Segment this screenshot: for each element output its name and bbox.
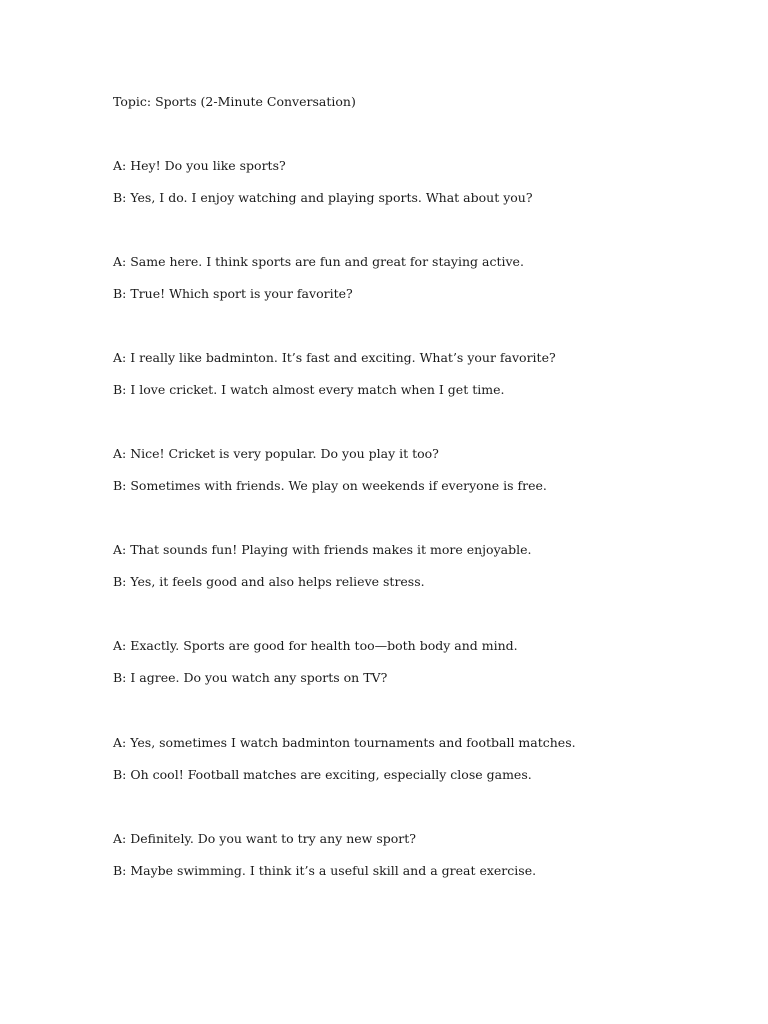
dialogue-line-a: A: Same here. I think sports are fun and great for staying active. [113, 254, 524, 269]
dialogue-line-b: B: Oh cool! Football matches are exciting, especially close games. [113, 767, 532, 782]
dialogue-line-a: A: Yes, sometimes I watch badminton tournaments and football matches. [113, 735, 576, 750]
dialogue-line-b: B: I love cricket. I watch almost every match when I get time. [113, 382, 505, 397]
dialogue-line-b: B: True! Which sport is your favorite? [113, 286, 353, 301]
dialogue-line-a: A: Nice! Cricket is very popular. Do you play it too? [113, 446, 439, 461]
dialogue-line-b: B: Maybe swimming. I think it’s a useful skill and a great exercise. [113, 863, 537, 878]
dialogue-line-a: A: That sounds fun! Playing with friends makes it more enjoyable. [113, 542, 532, 557]
dialogue-line-a: A: Exactly. Sports are good for health too—both body and mind. [113, 638, 518, 653]
document-title: Topic: Sports (2-Minute Conversation) [113, 94, 356, 109]
dialogue-line-b: B: Yes, it feels good and also helps relieve stress. [113, 574, 425, 589]
dialogue-line-b: B: Sometimes with friends. We play on weekends if everyone is free. [113, 478, 547, 493]
dialogue-line-a: A: Hey! Do you like sports? [113, 158, 286, 173]
dialogue-line-b: B: I agree. Do you watch any sports on TV? [113, 670, 388, 685]
dialogue-line-a: A: I really like badminton. It’s fast and exciting. What’s your favorite? [113, 350, 556, 365]
dialogue-line-a: A: Definitely. Do you want to try any new sport? [113, 831, 416, 846]
dialogue-line-b: B: Yes, I do. I enjoy watching and playing sports. What about you? [113, 190, 533, 205]
